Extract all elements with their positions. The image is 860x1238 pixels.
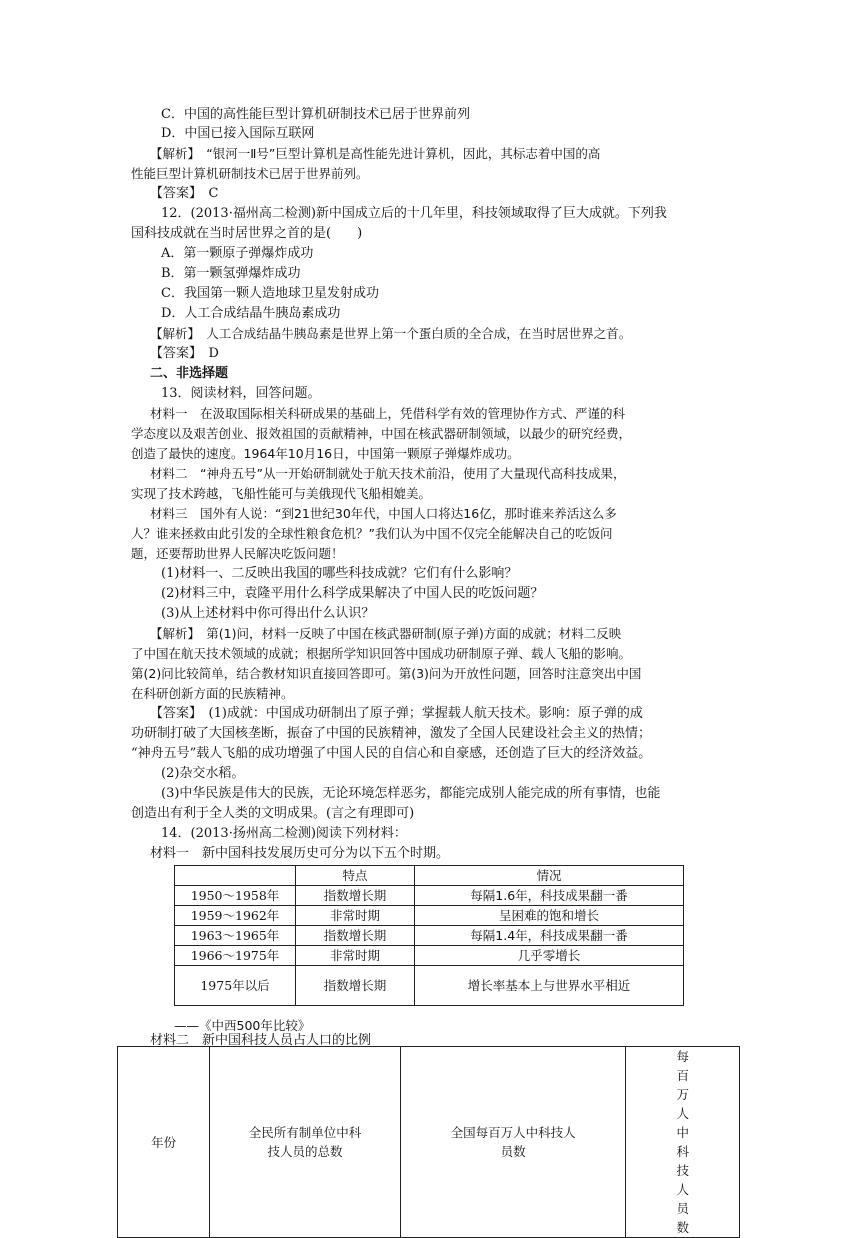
table-cell: 1975年以后 xyxy=(175,966,296,1006)
analysis-line: 【解析】 人工合成结晶牛胰岛素是世界上第一个蛋白质的全合成，在当时居世界之首。 xyxy=(150,326,632,341)
material-line: 学态度以及艰苦创业、报效祖国的贡献精神，中国在核武器研制领域，以最少的研究经费， xyxy=(131,426,632,441)
sub-question: (3)从上述材料中你可得出什么认识？ xyxy=(161,606,375,621)
table-header-cell: 全国每百万人中科技人员数 xyxy=(400,1047,626,1238)
table-cell: 1950～1958年 xyxy=(175,886,296,906)
table-row xyxy=(175,906,684,926)
option-d: D．人工合成结晶牛胰岛素成功 xyxy=(161,306,341,321)
table-cell: 1959～1962年 xyxy=(175,906,296,926)
source-note: ——《中西500年比较》 xyxy=(174,1018,311,1033)
table-cell: 几乎零增长 xyxy=(415,946,684,966)
material-line: 材料一 在汲取国际相关科研成果的基础上，凭借科学有效的管理协作方式、严谨的科 xyxy=(150,406,626,421)
material-line: 材料三 国外有人说：“到21世纪30年代，中国人口将达16亿，那时谁来养活这么多 xyxy=(150,506,617,521)
material-line: 实现了技术跨越，飞船性能可与美俄现代飞船相媲美。 xyxy=(131,486,432,501)
development-periods-table xyxy=(174,865,684,1006)
answer-line: (2)杂交水稻。 xyxy=(161,766,245,781)
table-cell: 1963～1965年 xyxy=(175,926,296,946)
option-b: B．第一颗氢弹爆炸成功 xyxy=(161,266,301,281)
table-cell: 每隔1.6年，科技成果翻一番 xyxy=(415,886,684,906)
table-header-row xyxy=(175,866,684,886)
table-header-cell xyxy=(175,866,296,886)
question-12-cont: 国科技成就在当时居世界之首的是( ) xyxy=(131,226,363,241)
sub-question: (1)材料一、二反映出我国的哪些科技成就？它们有什么影响？ xyxy=(161,566,518,581)
tech-personnel-table xyxy=(117,1046,740,1238)
material-heading: 材料二 新中国科技人员占人口的比例 xyxy=(150,1033,372,1048)
answer-line: (3)中华民族是伟大的民族，无论环境怎样恶劣，都能完成别人能完成的所有事情，也能 xyxy=(161,786,661,801)
answer-line: 功研制打破了大国核垄断，振奋了中国的民族精神，激发了全国人民建设社会主义的热情； xyxy=(131,726,652,741)
sub-question: (2)材料三中，袁隆平用什么科学成果解决了中国人民的吃饭问题？ xyxy=(161,586,544,601)
analysis-line: 性能巨型计算机研制技术已居于世界前列。 xyxy=(131,166,369,181)
table-header-cell: 特点 xyxy=(296,866,415,886)
table-header-cell: 年份 xyxy=(118,1047,210,1238)
answer-line: 创造出有利于全人类的文明成果。(言之有理即可) xyxy=(131,806,415,821)
analysis-line: 【解析】 “银河一Ⅱ号”巨型计算机是高性能先进计算机，因此，其标志着中国的高 xyxy=(150,146,601,161)
table-cell: 1966～1975年 xyxy=(175,946,296,966)
analysis-line: 【解析】 第(1)问，材料一反映了中国在核武器研制(原子弹)方面的成就；材料二反映 xyxy=(150,626,622,641)
table-header-cell: 每百万人中科技人员数 xyxy=(626,1047,740,1238)
question-13: 13．阅读材料，回答问题。 xyxy=(161,386,321,401)
table-cell: 指数增长期 xyxy=(296,886,415,906)
analysis-line: 第(2)问比较简单，结合教材知识直接回答即可。第(3)问为开放性问题，回答时注意突出中国 xyxy=(131,666,642,681)
analysis-line: 了中国在航天技术领域的成就；根据所学知识回答中国成功研制原子弹、载人飞船的影响。 xyxy=(131,646,632,661)
table-cell: 指数增长期 xyxy=(296,966,415,1006)
question-12: 12．(2013·福州高二检测)新中国成立后的十几年里，科技领域取得了巨大成就。下列我 xyxy=(161,206,667,221)
option-c: C．我国第一颗人造地球卫星发射成功 xyxy=(161,286,379,301)
material-line: 材料二 “神舟五号”从一开始研制就处于航天技术前沿，使用了大量现代高科技成果， xyxy=(150,466,626,481)
question-14: 14．(2013·扬州高二检测)阅读下列材料： xyxy=(161,826,407,841)
answer-line: 【答案】 C xyxy=(150,186,219,201)
answer-line: 【答案】 D xyxy=(150,346,219,361)
material-line: 创造了最快的速度。1964年10月16日，中国第一颗原子弹爆炸成功。 xyxy=(131,446,520,461)
option-a: A．第一颗原子弹爆炸成功 xyxy=(161,246,314,261)
table-cell: 每隔1.4年，科技成果翻一番 xyxy=(415,926,684,946)
table-row xyxy=(175,966,684,1006)
section-heading: 二、非选择题 xyxy=(150,366,229,381)
option-d: D．中国已接入国际互联网 xyxy=(161,126,315,141)
answer-line: 【答案】 (1)成就：中国成功研制出了原子弹；掌握载人航天技术。影响：原子弹的成 xyxy=(150,706,643,721)
material-heading: 材料一 新中国科技发展历史可分为以下五个时期。 xyxy=(150,846,450,861)
analysis-line: 在科研创新方面的民族精神。 xyxy=(131,686,294,701)
table-cell: 呈困难的饱和增长 xyxy=(415,906,684,926)
table-header-cell: 情况 xyxy=(415,866,684,886)
table-cell: 增长率基本上与世界水平相近 xyxy=(415,966,684,1006)
answer-line: “神舟五号”载人飞船的成功增强了中国人民的自信心和自豪感，还创造了巨大的经济效益。 xyxy=(131,746,652,761)
table-row xyxy=(175,926,684,946)
material-line: 题，还要帮助世界人民解决吃饭问题！ xyxy=(131,546,344,561)
table-cell: 非常时期 xyxy=(296,946,415,966)
table-cell: 指数增长期 xyxy=(296,926,415,946)
option-c: C．中国的高性能巨型计算机研制技术已居于世界前列 xyxy=(161,107,470,122)
table-cell: 非常时期 xyxy=(296,906,415,926)
table-row xyxy=(175,946,684,966)
table-row xyxy=(175,886,684,906)
table-header-cell: 全民所有制单位中科技人员的总数 xyxy=(210,1047,401,1238)
table-header-row xyxy=(118,1047,740,1238)
material-line: 人？谁来拯救由此引发的全球性粮食危机？”我们认为中国不仅完全能解决自己的吃饭问 xyxy=(131,526,613,541)
